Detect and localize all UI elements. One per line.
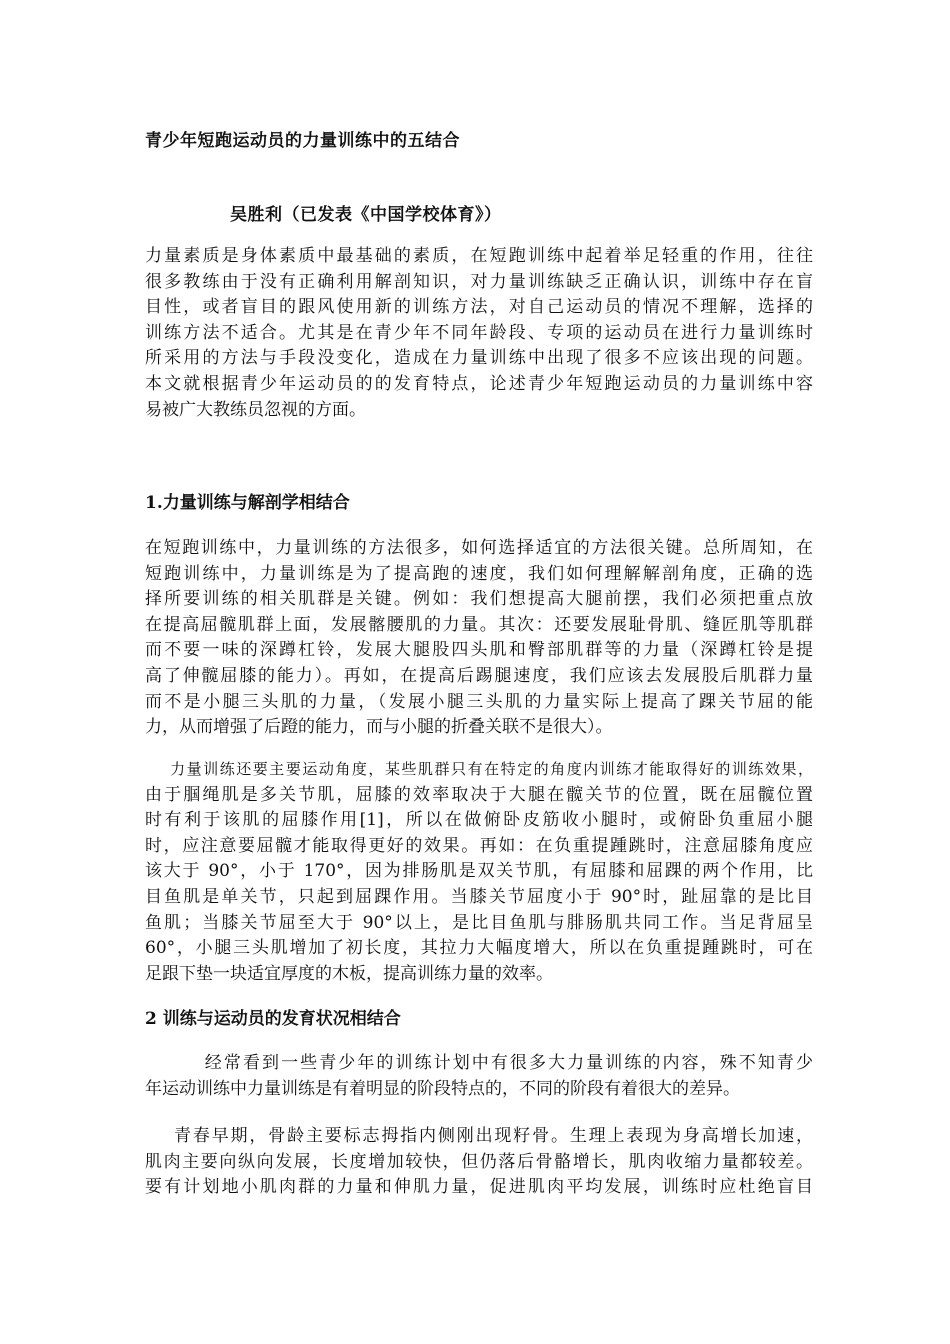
paragraph-line: 短跑训练中，力量训练是为了提高跑的速度，我们如何理解解剖角度，正确的选 (145, 563, 813, 584)
paragraph-line: 目鱼肌是单关节，只起到屈踝作用。当膝关节屈度小于 90°时，趾屈靠的是比目 (145, 886, 813, 907)
paragraph-line: 训练方法不适合。尤其是在青少年不同年龄段、专项的运动员在进行力量训练时 (145, 322, 813, 343)
section-2-heading: 2 训练与运动员的发育状况相结合 (145, 1009, 401, 1029)
paragraph-line: 青春早期，骨龄主要标志拇指内侧刚出现籽骨。生理上表现为身高增长加速， (145, 1126, 813, 1146)
paragraph-line: 时有利于该肌的屈膝作用[1]，所以在做俯卧皮筋收小腿时，或俯卧负重屈小腿 (145, 810, 813, 831)
paragraph-line: 力，从而增强了后蹬的能力，而与小腿的折叠关联不是很大）。 (145, 717, 613, 738)
paragraph-line: 在短跑训练中，力量训练的方法很多，如何选择适宜的方法很关键。总所周知，在 (145, 538, 813, 558)
section-2-paragraph-2 (145, 1124, 813, 1201)
intro-paragraph (145, 244, 813, 423)
paragraph-line: 高了伸髋屈膝的能力）。再如，在提高后踢腿速度，我们应该去发展股后肌群力量 (145, 665, 813, 686)
paragraph-line: 鱼肌；当膝关节屈至大于 90°以上，是比目鱼肌与腓肠肌共同工作。当足背屈呈 (145, 912, 813, 933)
paragraph-line: 而不要一味的深蹲杠铃，发展大腿股四头肌和臀部肌群等的力量（深蹲杠铃是提 (145, 640, 813, 661)
paragraph-line: 择所要训练的相关肌群是关键。例如：我们想提高大腿前摆，我们必须把重点放 (145, 589, 813, 610)
paragraph-line: 在提高屈髋肌群上面，发展髂腰肌的力量。其次：还要发展耻骨肌、缝匠肌等肌群 (145, 614, 813, 635)
paragraph-line: 很多教练由于没有正确利用解剖知识，对力量训练缺乏正确认识，训练中存在盲 (145, 271, 813, 292)
section-1-paragraph-1 (145, 536, 813, 741)
paragraph-line: 要有计划地小肌肉群的力量和伸肌力量，促进肌肉平均发展，训练时应杜绝盲目 (145, 1177, 813, 1198)
paragraph-line: 力量素质是身体素质中最基础的素质，在短跑训练中起着举足轻重的作用，往往 (145, 246, 813, 266)
paragraph-line: 经常看到一些青少年的训练计划中有很多大力量训练的内容，殊不知青少 (145, 1053, 813, 1073)
section-1-paragraph-2 (145, 757, 813, 987)
paragraph-line: 60°，小腿三头肌增加了初长度，其拉力大幅度增大，所以在负重提踵跳时，可在 (145, 938, 813, 959)
paragraph-line: 年运动训练中力量训练是有着明显的阶段特点的，不同的阶段有着很大的差异。 (145, 1078, 740, 1099)
paragraph-line: 肌肉主要向纵向发展，长度增加较快，但仍落后骨骼增长，肌肉收缩力量都较差。 (145, 1151, 813, 1172)
paragraph-line: 足跟下垫一块适宜厚度的木板，提高训练力量的效率。 (145, 963, 553, 984)
paragraph-line: 目性，或者盲目的跟风使用新的训练方法，对自己运动员的情况不理解，选择的 (145, 297, 813, 318)
paragraph-line: 由于腘绳肌是多关节肌，屈膝的效率取决于大腿在髋关节的位置，既在屈髋位置 (145, 784, 813, 805)
paragraph-line: 本文就根据青少年运动员的的发育特点，论述青少年短跑运动员的力量训练中容 (145, 373, 813, 394)
paragraph-line: 而不是小腿三头肌的力量，（发展小腿三头肌的力量实际上提高了踝关节屈的能 (145, 691, 813, 712)
author-line: 吴胜利（已发表《中国学校体育》） (230, 205, 502, 225)
paragraph-line: 力量训练还要主要运动角度，某些肌群只有在特定的角度内训练才能取得好的训练效果， (145, 760, 813, 778)
paragraph-line: 所采用的方法与手段没变化，造成在力量训练中出现了很多不应该出现的问题。 (145, 348, 813, 369)
page-title: 青少年短跑运动员的力量训练中的五结合 (145, 131, 460, 151)
section-2-paragraph-1 (145, 1051, 813, 1102)
section-1-heading: 1.力量训练与解剖学相结合 (145, 493, 350, 513)
paragraph-line: 时，应注意要屈髋才能取得更好的效果。再如：在负重提踵跳时，注意屈膝角度应 (145, 835, 813, 856)
paragraph-line: 易被广大教练员忽视的方面。 (145, 399, 366, 420)
paragraph-line: 该大于 90°，小于 170°，因为排肠肌是双关节肌，有屈膝和屈踝的两个作用，比 (145, 861, 813, 882)
